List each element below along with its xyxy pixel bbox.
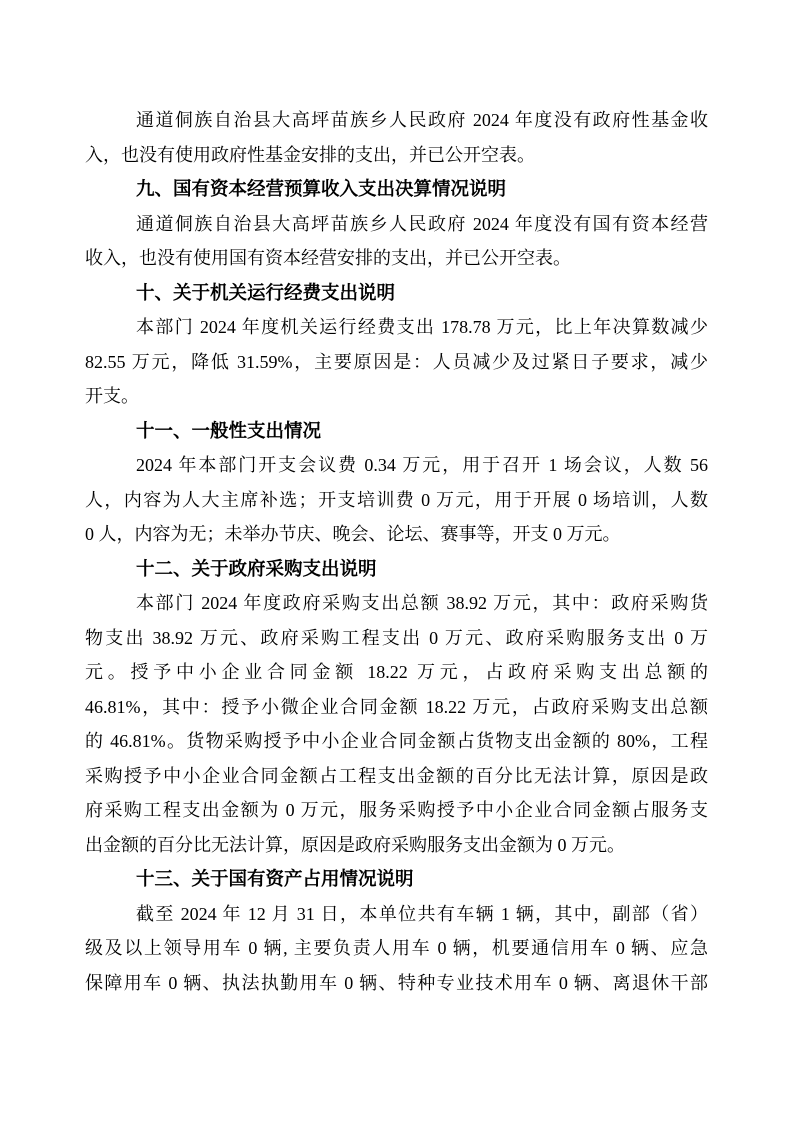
body-line: 物支出 38.92 万元、政府采购工程支出 0 万元、政府采购服务支出 0 万: [85, 627, 708, 648]
section-heading-12: 十二、关于政府采购支出说明: [136, 557, 377, 579]
body-line: 人，内容为人大主席补选；开支培训费 0 万元，用于开展 0 场培训，人数: [85, 489, 708, 510]
section-heading-11: 十一、一般性支出情况: [136, 419, 322, 441]
section-heading-10: 十、关于机关运行经费支出说明: [136, 281, 396, 303]
body-line: 2024 年本部门开支会议费 0.34 万元，用于召开 1 场会议，人数 56: [136, 455, 708, 475]
body-line: 本部门 2024 年度机关运行经费支出 178.78 万元，比上年决算数减少: [136, 317, 708, 337]
body-line: 出金额的百分比无法计算，原因是政府采购服务支出金额为 0 万元。: [85, 834, 625, 855]
body-line: 府采购工程支出金额为 0 万元，服务采购授予中小企业合同金额占服务支: [85, 800, 708, 820]
document-text-block: [85, 103, 708, 1000]
body-line: 采购授予中小企业合同金额占工程支出金额的百分比无法计算，原因是政: [85, 765, 708, 786]
body-line: 的 46.81%。货物采购授予中小企业合同金额占货物支出金额的 80%，工程: [85, 731, 708, 751]
body-line: 级及以上领导用车 0 辆, 主要负责人用车 0 辆，机要通信用车 0 辆、应急: [85, 938, 708, 958]
body-line: 入，也没有使用政府性基金安排的支出，并已公开空表。: [85, 144, 535, 165]
body-line: 收入，也没有使用国有资本经营安排的支出，并已公开空表。: [85, 248, 571, 268]
body-line: 0 人，内容为无；未举办节庆、晚会、论坛、赛事等，开支 0 万元。: [85, 524, 621, 544]
section-heading-9: 九、国有资本经营预算收入支出决算情况说明: [136, 178, 507, 199]
body-line: 46.81%，其中：授予小微企业合同金额 18.22 万元，占政府采购支出总额: [85, 696, 708, 717]
body-line: 开支。: [85, 386, 139, 406]
body-line: 通道侗族自治县大高坪苗族乡人民政府 2024 年度没有国有资本经营: [136, 213, 708, 234]
body-line: 保障用车 0 辆、执法执勤用车 0 辆、特种专业技术用车 0 辆、离退休干部: [85, 972, 708, 993]
body-line: 82.55 万元，降低 31.59%，主要原因是：人员减少及过紧日子要求，减少: [85, 351, 708, 372]
section-heading-13: 十三、关于国有资产占用情况说明: [136, 868, 414, 889]
body-line: 本部门 2024 年度政府采购支出总额 38.92 万元，其中：政府采购货: [136, 593, 708, 613]
body-line: 截至 2024 年 12 月 31 日，本单位共有车辆 1 辆，其中，副部（省）: [136, 903, 708, 924]
body-line: 元。授予中小企业合同金额 18.22 万元，占政府采购支出总额的: [85, 662, 708, 682]
body-line: 通道侗族自治县大高坪苗族乡人民政府 2024 年度没有政府性基金收: [136, 110, 708, 130]
